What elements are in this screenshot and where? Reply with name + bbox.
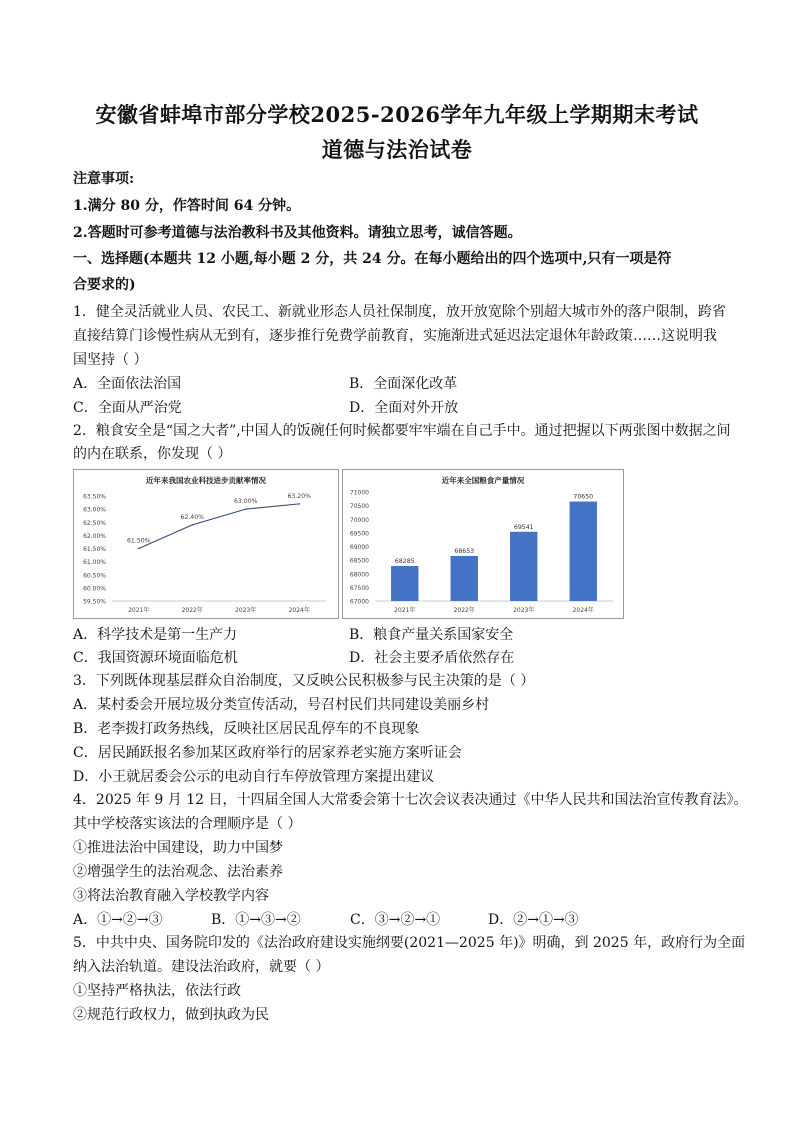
question-1-text: 国坚持（ ）	[73, 352, 148, 368]
data-label: 70650	[573, 493, 594, 501]
bar	[391, 566, 418, 601]
q3-option-c: C．居民踊跃报名参加某区政府举行的居家养老实施方案听证会	[73, 745, 462, 761]
y-tick-label: 69000	[349, 544, 369, 551]
series-line	[139, 504, 300, 549]
q1-option-b: B．全面深化改革	[349, 376, 458, 392]
y-tick-label: 70500	[349, 503, 369, 511]
x-tick-label: 2021年	[128, 607, 150, 614]
chart-title: 近年来我国农业科技进步贡献率情况	[146, 476, 266, 485]
y-tick-label: 68500	[349, 557, 369, 565]
q2-option-d: D．社会主要矛盾依然存在	[349, 650, 515, 666]
q4-item-1: ①推进法治中国建设，助力中国梦	[73, 840, 283, 856]
question-1-text: 1．健全灵活就业人员、农民工、新就业形态人员社保制度，放开放宽除个别超大城市外的落户限制，跨省	[73, 304, 726, 320]
y-tick-label: 69500	[349, 530, 369, 538]
y-tick-label: 62.00%	[83, 532, 106, 540]
agri-tech-line-chart	[74, 470, 338, 618]
q5-item-2: ②规范行政权力，做到执政为民	[73, 1007, 269, 1023]
note-item: 1.满分 80 分，作答时间 64 分钟。	[73, 198, 301, 214]
question-4-text: 4．2025 年 9 月 12 日，十四届全国人大常委会第十七次会议表决通过《中华人民共和国法治宣传教育法》。	[73, 792, 748, 808]
y-tick-label: 60.50%	[83, 572, 106, 580]
data-label: 61.50%	[126, 537, 151, 545]
y-tick-label: 70000	[349, 516, 369, 524]
question-3-text: 3．下列既体现基层群众自治制度，又反映公民积极参与民主决策的是（ ）	[73, 673, 535, 689]
q4-option-b: B．①→③→②	[211, 912, 301, 928]
data-label: 62.40%	[180, 513, 205, 521]
y-tick-label: 61.50%	[83, 546, 106, 553]
bar	[510, 532, 537, 601]
q4-option-a: A．①→②→③	[73, 912, 163, 928]
x-tick-label: 2024年	[572, 607, 594, 614]
y-tick-label: 63.00%	[83, 506, 106, 514]
y-tick-label: 59.50%	[83, 598, 106, 606]
q4-item-2: ②增强学生的法治观念、法治素养	[73, 864, 283, 880]
bar-chart-panel	[342, 469, 624, 619]
data-point	[298, 503, 300, 505]
q3-option-d: D．小王就居委会公示的电动自行车停放管理方案提出建议	[73, 769, 435, 785]
q2-option-a: A．科学技术是第一生产力	[73, 627, 238, 643]
chart-title: 近年来全国粮食产量情况	[441, 476, 525, 485]
grain-output-bar-chart	[343, 470, 623, 618]
y-tick-label: 61.00%	[83, 559, 106, 567]
line-chart-panel	[73, 469, 339, 619]
note-item: 2.答题时可参考道德与法治教科书及其他资料。请独立思考，诚信答题。	[73, 225, 522, 241]
q1-option-c: C．全面从严治党	[73, 400, 182, 416]
y-tick-label: 63.50%	[83, 493, 106, 501]
q3-option-b: B．老李拨打政务热线，反映社区居民乱停车的不良现象	[73, 721, 420, 737]
q4-item-3: ③将法治教育融入学校教学内容	[73, 888, 269, 904]
y-tick-label: 71000	[349, 489, 369, 497]
data-label: 68285	[394, 557, 415, 565]
bar	[451, 556, 478, 601]
question-5-text: 5．中共中央、国务院印发的《法治政府建设实施纲要(2021—2025 年)》明确，到 2025 年，政府行为全面	[73, 935, 746, 951]
data-label: 63.20%	[287, 492, 312, 500]
exam-title: 安徽省蚌埠市部分学校2025-2026学年九年级上学期期末考试	[95, 102, 699, 127]
question-2-text: 2．粮食安全是“国之大者”,中国人的饭碗任何时候都要牢牢端在自己手中。通过把握以下两张图中数据之间	[73, 423, 731, 439]
data-label: 63.00%	[233, 498, 258, 506]
q1-option-d: D．全面对外开放	[349, 400, 459, 416]
q3-option-a: A．某村委会开展垃圾分类宣传活动，号召村民们共同建设美丽乡村	[73, 697, 490, 713]
x-tick-label: 2021年	[394, 607, 416, 614]
y-tick-label: 60.00%	[83, 585, 106, 593]
q1-option-a: A．全面依法治国	[73, 376, 182, 392]
question-2-text: 的内在联系，你发现（ ）	[73, 446, 232, 462]
section-heading: 一、选择题(本题共 12 小题,每小题 2 分，共 24 分。在每小题给出的四个选项中,只有一项是符	[73, 251, 672, 267]
data-point	[245, 508, 247, 510]
data-point	[191, 524, 193, 526]
bar	[570, 502, 597, 601]
x-tick-label: 2022年	[181, 607, 203, 614]
y-tick-label: 68000	[349, 571, 369, 579]
y-tick-label: 62.50%	[83, 519, 106, 527]
q2-option-b: B．粮食产量关系国家安全	[349, 627, 514, 643]
q2-option-c: C．我国资源环境面临危机	[73, 650, 238, 666]
data-point	[138, 548, 140, 550]
q4-option-c: C．③→②→①	[350, 912, 441, 928]
x-tick-label: 2023年	[513, 607, 535, 614]
question-4-text: 其中学校落实该法的合理顺序是（ ）	[73, 816, 302, 832]
y-tick-label: 67500	[349, 584, 369, 592]
x-tick-label: 2024年	[288, 607, 310, 614]
exam-subject: 道德与法治试卷	[321, 137, 473, 162]
q4-option-d: D．②→①→③	[488, 912, 579, 928]
data-label: 68653	[454, 547, 475, 555]
x-tick-label: 2022年	[453, 607, 475, 614]
question-5-text: 纳入法治轨道。建设法治政府，就要（ ）	[73, 959, 330, 975]
notes-heading: 注意事项:	[73, 171, 135, 187]
data-label: 69541	[513, 523, 534, 531]
y-tick-label: 67000	[349, 598, 369, 606]
question-1-text: 直接结算门诊慢性病从无到有，逐步推行免费学前教育，实施渐进式延迟法定退休年龄政策……这说明我	[73, 328, 717, 344]
q5-item-1: ①坚持严格执法，依法行政	[73, 983, 241, 999]
section-heading-cont: 合要求的)	[73, 277, 136, 293]
x-tick-label: 2023年	[235, 607, 257, 614]
